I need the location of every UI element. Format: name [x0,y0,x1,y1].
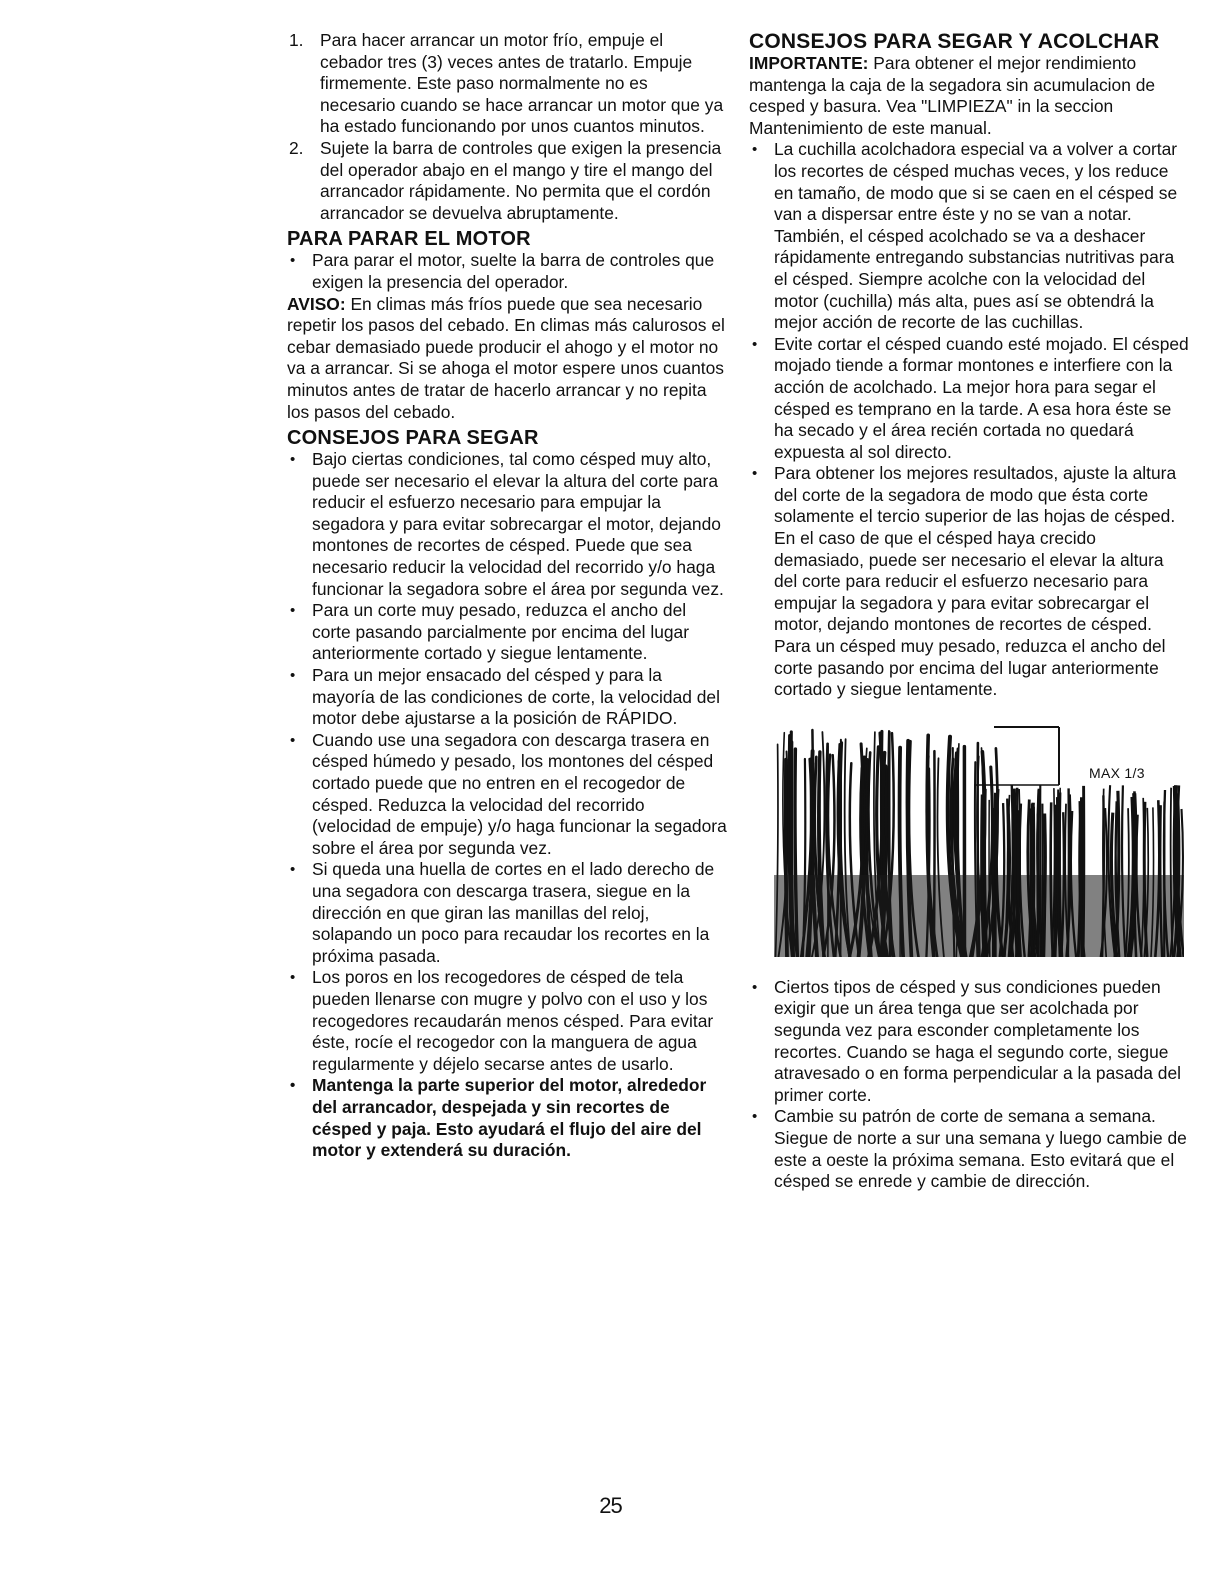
start-step [287,30,727,138]
important-paragraph [749,53,1189,139]
list-item: • Cambie su patrón de corte de semana a semana. Siegue de norte a sur una semana y luego cambie de este a oeste la próxima semana. Esto evitará que el césped se enrede y cambie de dirección. [749,1106,1189,1192]
mulching-tips-heading: CONSEJOS PARA SEGAR Y ACOLCHAR [749,30,1160,53]
grass-blade [989,800,990,957]
list-item: • Bajo ciertas condiciones, tal como césped muy alto, puede ser necesario el elevar la altura del corte para reducir el esfuerzo necesario para empujar la segadora y para evitar sobrecargar el motor, dejando montones de recortes de césped. Puede que sea necesario reducir la velocidad del recorrido y/o haga funcionar la segadora sobre el área por segunda vez. [287,449,727,600]
max-one-third-label: MAX 1/3 [1089,764,1145,781]
list-item: • Evite cortar el césped cuando esté mojado. El césped mojado tiende a formar montones e interfiere con la acción de acolchado. La mejor hora para segar el césped es temprano en la tarde. A esa hora éste se ha secado y el área recién cortada no quedará expuesta al sol directo. [749,334,1189,464]
step-number: 1. [289,30,304,50]
step-number: 2. [289,137,304,158]
aviso-label: AVISO: [287,293,346,314]
list-item: • Para un corte muy pesado, reduzca el ancho del corte pasando parcialmente por encima del lugar anteriormente cortado y siegue lentamente. [287,600,727,665]
grass-illustration [774,725,1184,957]
left-column [287,30,727,1162]
grass-blade [1042,803,1043,956]
list-item: • Los poros en los recogedores de césped de tela pueden llenarse con mugre y polvo con el uso y los recogedores recaudarán menos césped. Para evitar éste, rocíe el recogedor con la manguera de agua regularmente y déjelo secarse antes de usarlo. [287,967,727,1075]
list-item: • Mantenga la parte superior del motor, alrededor del arrancador, despejada y sin recortes de césped y paja. Esto ayudará el flujo del aire del motor y extenderá su duración. [287,1075,727,1161]
mowing-tips-list [287,449,727,1162]
stop-engine-list [287,250,727,293]
aviso-paragraph [287,294,727,424]
list-item: • Para obtener los mejores resultados, ajuste la altura del corte de la segadora de modo que ésta corte solamente el tercio superior de las hojas de césped. En el caso de que el césped haya crecido demasiado, puede ser necesario el elevar la altura del corte para reducir el esfuerzo necesario para empujar la segadora y para evitar sobrecargar el motor, dejando montones de recortes de césped. Para un césped muy pesado, reduzca el ancho del corte pasando por encima del lugar anteriormente cortado y siegue lentamente. [749,463,1189,701]
mowing-tips-heading: CONSEJOS PARA SEGAR [287,427,539,450]
list-item: • Para parar el motor, suelte la barra de controles que exigen la presencia del operador. [287,250,727,293]
grass-blade [1038,814,1039,957]
step-text: Para hacer arrancar un motor frío, empuje el cebador tres (3) veces antes de tratarlo. Empuje firmemente. Este paso normalmente no es necesario cuando se hace arrancar un motor que ya ha estado funcionando por unos cuantos minutos. [320,30,724,137]
page-number: 25 [599,1493,622,1518]
step-text: Sujete la barra de controles que exigen la presencia del operador abajo en el mango y tire el mango del arrancador rápidamente. No permita que el cordón arrancador se devuelva abruptamente. [320,137,722,223]
start-step [287,138,727,224]
important-label: IMPORTANTE: [749,53,869,73]
aviso-text: En climas más fríos puede que sea necesario repetir los pasos del cebado. En climas más calurosos el cebar demasiado puede producir el ahogo y el motor no va a arrancar. Si se ahoga el motor espere unos cuantos minutos antes de tratar de hacerlo arrancar y no repita los pasos del cebado. [287,293,725,422]
list-item: • Si queda una huella de cortes en el lado derecho de una segadora con descarga trasera, siegue en la dirección en que giran las manillas del reloj, solapando un poco para recaudar los recortes en la próxima pasada. [287,859,727,967]
mulching-tips-list [749,139,1189,700]
list-item: • Cuando use una segadora con descarga trasera en césped húmedo y pesado, los montones del césped cortado puede que no entren en el recogedor de césped. Reduzca la velocidad del recorrido (velocidad de empuje) y/o haga funcionar la segadora sobre el área por segunda vez. [287,730,727,860]
grass-blade [1068,788,1069,957]
important-text: Para obtener el mejor rendimiento mantenga la caja de la segadora sin acumulacion de cesped y basura. Vea "LIMPIEZA" in la seccion Mantenimiento de este manual. [749,53,1156,138]
mulching-extra-list [749,977,1189,1193]
list-item: • La cuchilla acolchadora especial va a volver a cortar los recortes de césped muchas veces, y los reduce en tamaño, de modo que si se caen en el césped se van a dispersar entre éste y no se van a notar. También, el césped acolchado se va a deshacer rápidamente entregando substancias nutritivas para el césped. Siempre acolche con la velocidad del motor (cuchilla) más alta, pues así se obtendrá la mejor acción de recorte de las cuchillas. [749,139,1189,333]
start-steps-list [287,30,727,224]
stop-engine-heading: PARA PARAR EL MOTOR [287,228,531,251]
list-item: • Para un mejor ensacado del césped y para la mayoría de las condiciones de corte, la velocidad del motor debe ajustarse a la posición de RÁPIDO. [287,665,727,730]
right-column [749,30,1189,1193]
list-item: • Ciertos tipos de césped y sus condiciones pueden exigir que un área tenga que ser acolchada por segunda vez para esconder completamente los recortes. Cuando se haga el segundo corte, siegue atravesado o en forma perpendicular a la pasada del primer corte. [749,977,1189,1107]
grass-cut-height-figure [774,725,1184,957]
